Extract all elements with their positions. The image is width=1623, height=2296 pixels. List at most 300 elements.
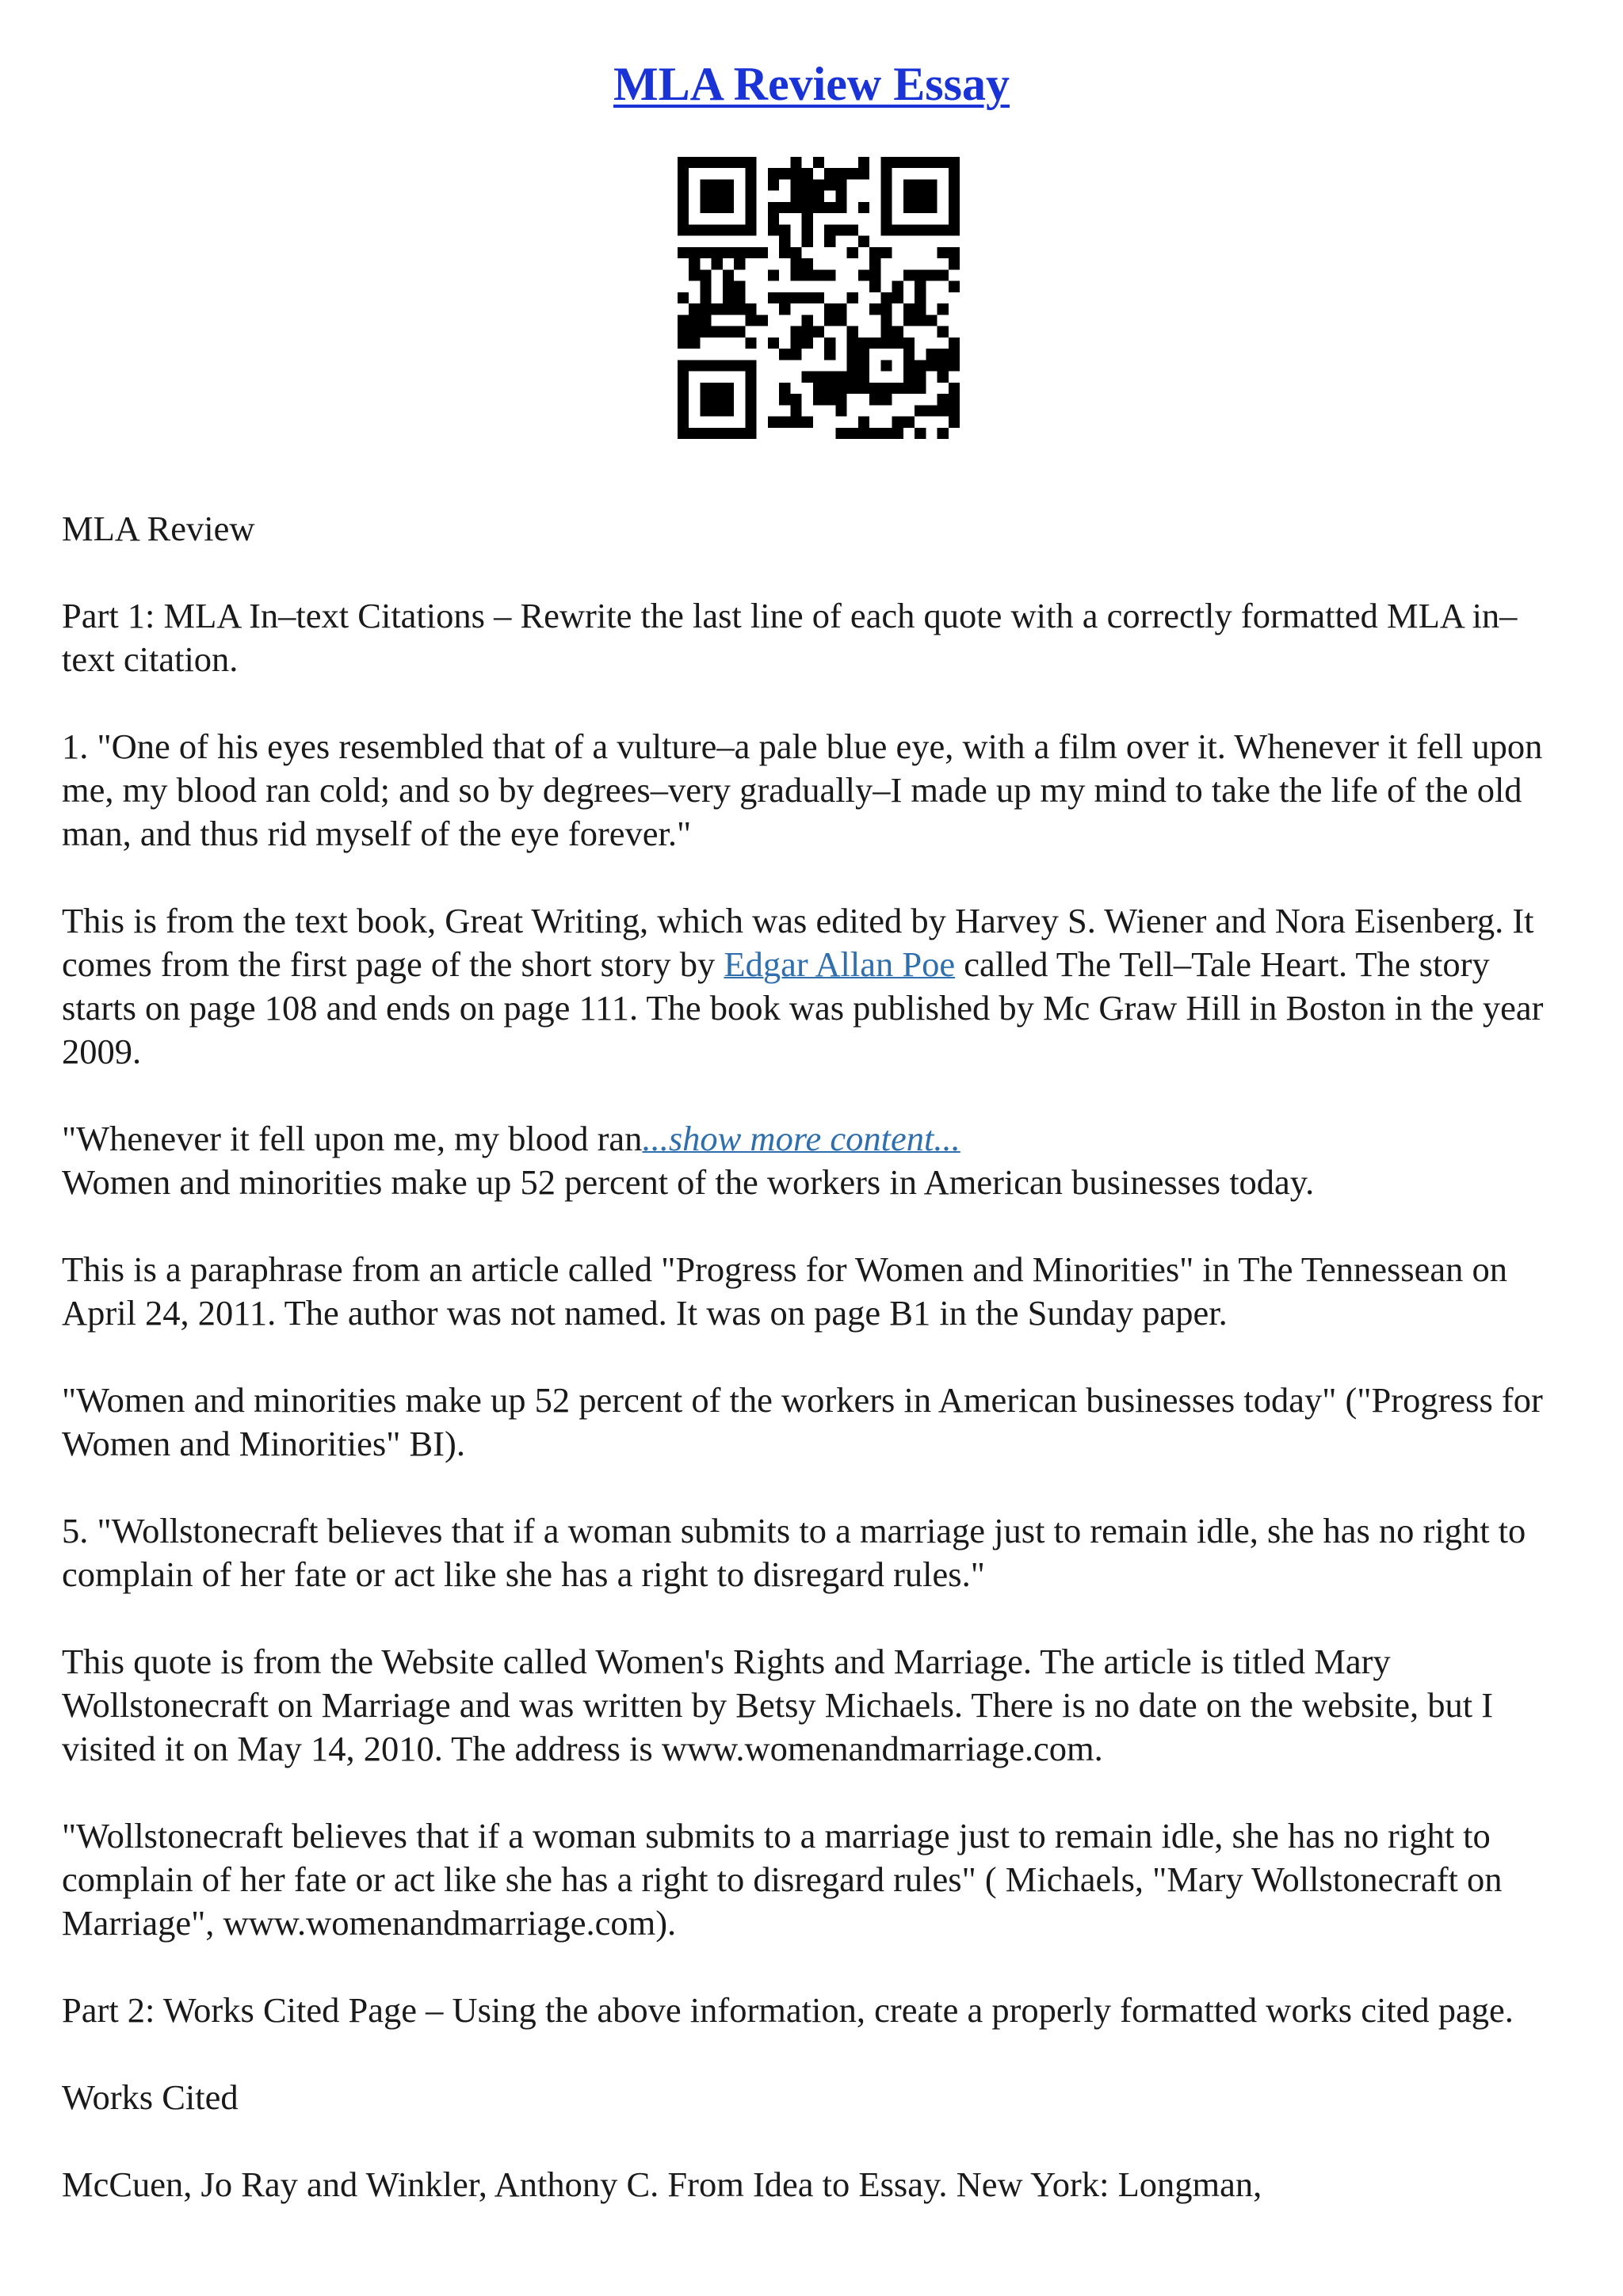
qr-module: [734, 292, 745, 303]
qr-module: [915, 428, 926, 439]
qr-module: [926, 360, 937, 371]
statement-2: Women and minorities make up 52 percent of the workers in American businesses today.: [62, 1162, 1315, 1202]
quote-5-source: This quote is from the Website called Women's Rights and Marriage. The article is titled Mary Wollstonecraft on Marriage and was written by Betsy Michaels. There is no date on the website, but I visited it on May 14, 2010. The address is www.womenandmarriage.com.: [62, 1642, 1494, 1768]
qr-module: [938, 405, 949, 416]
qr-module: [880, 247, 892, 258]
qr-module: [824, 179, 835, 190]
qr-module: [869, 428, 880, 439]
qr-module: [779, 247, 790, 258]
qr-module: [802, 202, 813, 213]
qr-module: [802, 236, 813, 247]
qr-module: [745, 224, 756, 235]
qr-module: [835, 315, 846, 326]
qr-module: [835, 224, 846, 235]
qr-module: [949, 383, 960, 394]
qr-module: [712, 179, 723, 190]
qr-module: [779, 224, 790, 235]
qr-module: [926, 202, 937, 213]
qr-module: [790, 292, 801, 303]
qr-module: [880, 315, 892, 326]
qr-module: [678, 213, 689, 224]
qr-module: [689, 326, 700, 338]
qr-module: [790, 202, 801, 213]
qr-module: [880, 428, 892, 439]
qr-module: [824, 383, 835, 394]
qr-module: [915, 224, 926, 235]
qr-module: [949, 191, 960, 202]
qr-module: [689, 360, 700, 371]
qr-module: [678, 394, 689, 405]
qr-module: [768, 292, 779, 303]
qr-module: [678, 292, 689, 303]
author-link[interactable]: Edgar Allan Poe: [724, 944, 956, 984]
qr-module: [813, 269, 824, 280]
qr-module: [768, 338, 779, 349]
qr-module: [723, 383, 734, 394]
qr-module: [712, 394, 723, 405]
qr-module: [880, 383, 892, 394]
qr-module: [700, 179, 711, 190]
qr-module: [734, 326, 745, 338]
qr-module: [734, 281, 745, 292]
qr-module: [847, 338, 858, 349]
qr-module: [802, 417, 813, 428]
qr-module: [847, 360, 858, 371]
qr-module: [903, 179, 915, 190]
qr-module: [790, 405, 801, 416]
title-link[interactable]: MLA Review Essay: [613, 58, 1010, 110]
qr-module: [880, 157, 892, 168]
qr-module: [723, 428, 734, 439]
qr-module: [915, 202, 926, 213]
qr-module: [858, 372, 869, 383]
qr-module: [723, 247, 734, 258]
qr-module: [938, 157, 949, 168]
part1-instructions: Part 1: MLA In–text Citations – Rewrite the last line of each quote with a correctly formatted MLA in–text citation.: [62, 596, 1518, 679]
qr-module: [903, 349, 915, 360]
qr-module: [678, 191, 689, 202]
qr-module: [869, 383, 880, 394]
qr-module: [949, 360, 960, 371]
qr-module: [689, 157, 700, 168]
qr-module: [678, 224, 689, 235]
qr-module: [723, 292, 734, 303]
qr-module: [700, 157, 711, 168]
document-body: [62, 507, 1568, 2250]
qr-module: [802, 372, 813, 383]
qr-module: [880, 202, 892, 213]
qr-module: [835, 168, 846, 179]
qr-module: [700, 428, 711, 439]
qr-module: [790, 157, 801, 168]
answer-1: [62, 1117, 1568, 1161]
qr-module: [858, 383, 869, 394]
qr-module: [678, 383, 689, 394]
qr-module: [880, 292, 892, 303]
qr-module: [757, 315, 768, 326]
qr-module: [915, 303, 926, 315]
qr-module: [858, 338, 869, 349]
qr-module: [790, 258, 801, 269]
qr-module: [938, 394, 949, 405]
qr-module: [892, 292, 903, 303]
qr-module: [802, 292, 813, 303]
qr-module: [926, 179, 937, 190]
qr-module: [802, 326, 813, 338]
qr-module: [745, 338, 756, 349]
qr-module: [689, 247, 700, 258]
qr-module: [892, 224, 903, 235]
qr-module: [880, 303, 892, 315]
qr-module: [678, 405, 689, 416]
qr-module: [768, 417, 779, 428]
qr-module: [745, 383, 756, 394]
qr-module: [790, 247, 801, 258]
qr-module: [700, 224, 711, 235]
qr-module: [949, 179, 960, 190]
qr-module: [712, 326, 723, 338]
qr-module: [949, 247, 960, 258]
qr-module: [745, 372, 756, 383]
qr-module: [824, 349, 835, 360]
qr-module: [880, 213, 892, 224]
qr-module: [745, 213, 756, 224]
qr-module: [835, 202, 846, 213]
heading-mla-review: MLA Review: [62, 509, 255, 548]
qr-module: [745, 405, 756, 416]
qr-module: [926, 224, 937, 235]
qr-module: [938, 372, 949, 383]
qr-module: [858, 269, 869, 280]
qr-module: [802, 168, 813, 179]
qr-module: [723, 224, 734, 235]
qr-module: [835, 303, 846, 315]
qr-module: [734, 258, 745, 269]
qr-module: [745, 303, 756, 315]
qr-module: [892, 383, 903, 394]
qr-module: [790, 326, 801, 338]
qr-module: [903, 303, 915, 315]
qr-module: [915, 157, 926, 168]
qr-module: [757, 247, 768, 258]
qr-module: [723, 405, 734, 416]
qr-module: [915, 372, 926, 383]
qr-module: [745, 157, 756, 168]
qr-module: [949, 281, 960, 292]
qr-module: [824, 372, 835, 383]
qr-module: [926, 349, 937, 360]
qr-module: [723, 157, 734, 168]
qr-module: [915, 191, 926, 202]
quote-5: 5. "Wollstonecraft believes that if a woman submits to a marriage just to remain idle, she has no right to complain of her fate or act like she has a right to disregard rules.": [62, 1511, 1526, 1594]
qr-module: [847, 372, 858, 383]
qr-module: [869, 247, 880, 258]
qr-module: [869, 338, 880, 349]
qr-module: [926, 157, 937, 168]
qr-module: [847, 168, 858, 179]
qr-module: [689, 303, 700, 315]
qr-module: [700, 326, 711, 338]
qr-module: [779, 202, 790, 213]
qr-module: [824, 394, 835, 405]
qr-module: [745, 417, 756, 428]
qr-module: [949, 417, 960, 428]
qr-module: [768, 202, 779, 213]
qr-module: [903, 157, 915, 168]
qr-module: [938, 247, 949, 258]
qr-module: [858, 428, 869, 439]
qr-module: [813, 191, 824, 202]
qr-module: [858, 202, 869, 213]
quote-1-source: [62, 899, 1568, 1074]
qr-module: [689, 428, 700, 439]
answer-2: "Women and minorities make up 52 percent of the workers in American businesses today" ("Progress for Women and Minorities" BI).: [62, 1380, 1543, 1463]
qr-module: [712, 191, 723, 202]
qr-module: [768, 168, 779, 179]
qr-module: [938, 269, 949, 280]
qr-module: [790, 394, 801, 405]
qr-module: [903, 338, 915, 349]
document-title: [0, 57, 1623, 112]
qr-module: [700, 405, 711, 416]
qr-module: [847, 428, 858, 439]
qr-module: [768, 179, 779, 190]
qr-module: [813, 394, 824, 405]
qr-module: [745, 247, 756, 258]
qr-module: [790, 179, 801, 190]
qr-module: [915, 179, 926, 190]
qr-module: [723, 179, 734, 190]
qr-module: [949, 258, 960, 269]
qr-module: [689, 338, 700, 349]
qr-module: [779, 417, 790, 428]
qr-module: [813, 372, 824, 383]
qr-module: [824, 303, 835, 315]
works-cited-entry: McCuen, Jo Ray and Winkler, Anthony C. From Idea to Essay. New York: Longman,: [62, 2164, 1262, 2204]
qr-module: [723, 202, 734, 213]
qr-module: [903, 417, 915, 428]
qr-module: [745, 168, 756, 179]
qr-module: [880, 360, 892, 371]
qr-module: [712, 224, 723, 235]
qr-module: [779, 236, 790, 247]
qr-module: [938, 349, 949, 360]
qr-module: [802, 213, 813, 224]
qr-module: [926, 191, 937, 202]
qr-module: [813, 179, 824, 190]
qr-module: [915, 269, 926, 280]
qr-module: [903, 202, 915, 213]
qr-module: [700, 202, 711, 213]
qr-module: [678, 326, 689, 338]
qr-module: [915, 383, 926, 394]
qr-module: [903, 372, 915, 383]
qr-module: [903, 224, 915, 235]
qr-module: [678, 417, 689, 428]
qr-module: [700, 191, 711, 202]
qr-module: [813, 292, 824, 303]
qr-module: [734, 360, 745, 371]
qr-module: [949, 338, 960, 349]
qr-module: [847, 383, 858, 394]
qr-module: [790, 168, 801, 179]
qr-module: [802, 191, 813, 202]
qr-module: [869, 303, 880, 315]
qr-module: [790, 338, 801, 349]
qr-module: [813, 157, 824, 168]
qr-module: [915, 292, 926, 303]
qr-module: [813, 202, 824, 213]
qr-module: [949, 213, 960, 224]
qr-module: [779, 383, 790, 394]
qr-module: [926, 315, 937, 326]
qr-module: [678, 168, 689, 179]
answer-1-text: "Whenever it fell upon me, my blood ran: [62, 1119, 643, 1158]
qr-module: [678, 157, 689, 168]
qr-module: [938, 326, 949, 338]
qr-module: [768, 213, 779, 224]
qr-module: [712, 383, 723, 394]
qr-module: [949, 224, 960, 235]
qr-module: [678, 247, 689, 258]
qr-module: [892, 428, 903, 439]
qr-module: [745, 428, 756, 439]
qr-module: [835, 179, 846, 190]
qr-module: [903, 269, 915, 280]
qr-module: [689, 269, 700, 280]
qr-module: [892, 157, 903, 168]
qr-module: [768, 224, 779, 235]
qr-module: [880, 326, 892, 338]
qr-module: [779, 292, 790, 303]
qr-module: [689, 224, 700, 235]
qr-module: [824, 269, 835, 280]
qr-module: [915, 281, 926, 292]
qr-module: [723, 326, 734, 338]
qr-module: [858, 417, 869, 428]
qr-module: [869, 258, 880, 269]
qr-module: [813, 383, 824, 394]
qr-module: [903, 315, 915, 326]
qr-module: [858, 349, 869, 360]
qr-module: [880, 191, 892, 202]
qr-module: [723, 281, 734, 292]
qr-module: [903, 191, 915, 202]
qr-module: [869, 281, 880, 292]
qr-module: [892, 326, 903, 338]
qr-module: [880, 338, 892, 349]
qr-module: [880, 224, 892, 235]
qr-module: [790, 349, 801, 360]
qr-module: [678, 372, 689, 383]
qr-module: [779, 168, 790, 179]
qr-module: [745, 202, 756, 213]
qr-module: [880, 179, 892, 190]
qr-module: [835, 372, 846, 383]
qr-module: [802, 224, 813, 235]
qr-module: [734, 428, 745, 439]
qr-module: [745, 191, 756, 202]
qr-module: [734, 157, 745, 168]
qr-module: [813, 326, 824, 338]
qr-module: [880, 394, 892, 405]
qr-module: [802, 338, 813, 349]
qr-module: [835, 428, 846, 439]
qr-module: [949, 168, 960, 179]
qr-module: [723, 269, 734, 280]
qr-module: [790, 269, 801, 280]
qr-module: [915, 360, 926, 371]
qr-module: [678, 179, 689, 190]
qr-module: [858, 157, 869, 168]
qr-module: [824, 168, 835, 179]
qr-module: [712, 247, 723, 258]
qr-module: [858, 360, 869, 371]
qr-module: [892, 281, 903, 292]
qr-module: [802, 269, 813, 280]
qr-module: [712, 428, 723, 439]
qr-module: [892, 417, 903, 428]
qr-module: [745, 315, 756, 326]
qr-module: [723, 191, 734, 202]
answer-5: "Wollstonecraft believes that if a woman submits to a marriage just to remain idle, she has no right to complain of her fate or act like she has a right to disregard rules" ( Michaels, "Mary Wollstonecraft on Marriage", www.womenandmarriage.com).: [62, 1816, 1503, 1943]
qr-module: [949, 157, 960, 168]
qr-module: [847, 224, 858, 235]
qr-module: [723, 360, 734, 371]
qr-module: [835, 191, 846, 202]
qr-module: [689, 258, 700, 269]
qr-module: [745, 360, 756, 371]
qr-module: [802, 258, 813, 269]
qr-module: [847, 349, 858, 360]
qr-module: [712, 157, 723, 168]
qr-module: [734, 224, 745, 235]
qr-module: [700, 303, 711, 315]
qr-module: [712, 405, 723, 416]
show-more-link[interactable]: ...show more content...: [642, 1119, 960, 1158]
qr-module: [745, 179, 756, 190]
qr-module: [938, 428, 949, 439]
qr-module: [949, 349, 960, 360]
qr-module: [700, 269, 711, 280]
qr-module: [802, 179, 813, 190]
qr-module: [723, 303, 734, 315]
qr-module: [734, 303, 745, 315]
qr-module: [824, 236, 835, 247]
qr-module: [712, 202, 723, 213]
qr-module: [847, 247, 858, 258]
qr-module: [734, 247, 745, 258]
qr-module: [824, 224, 835, 235]
qr-module: [858, 168, 869, 179]
qr-module: [790, 191, 801, 202]
qr-module: [700, 394, 711, 405]
qr-module: [949, 405, 960, 416]
qr-module: [915, 315, 926, 326]
qr-module: [824, 338, 835, 349]
qr-module: [926, 269, 937, 280]
qr-module: [779, 349, 790, 360]
qr-module: [903, 383, 915, 394]
qr-module: [835, 405, 846, 416]
qr-module: [847, 292, 858, 303]
qr-module: [903, 360, 915, 371]
qr-module: [915, 405, 926, 416]
qr-module: [678, 360, 689, 371]
qr-module: [678, 315, 689, 326]
qr-module: [824, 315, 835, 326]
qr-module: [938, 224, 949, 235]
